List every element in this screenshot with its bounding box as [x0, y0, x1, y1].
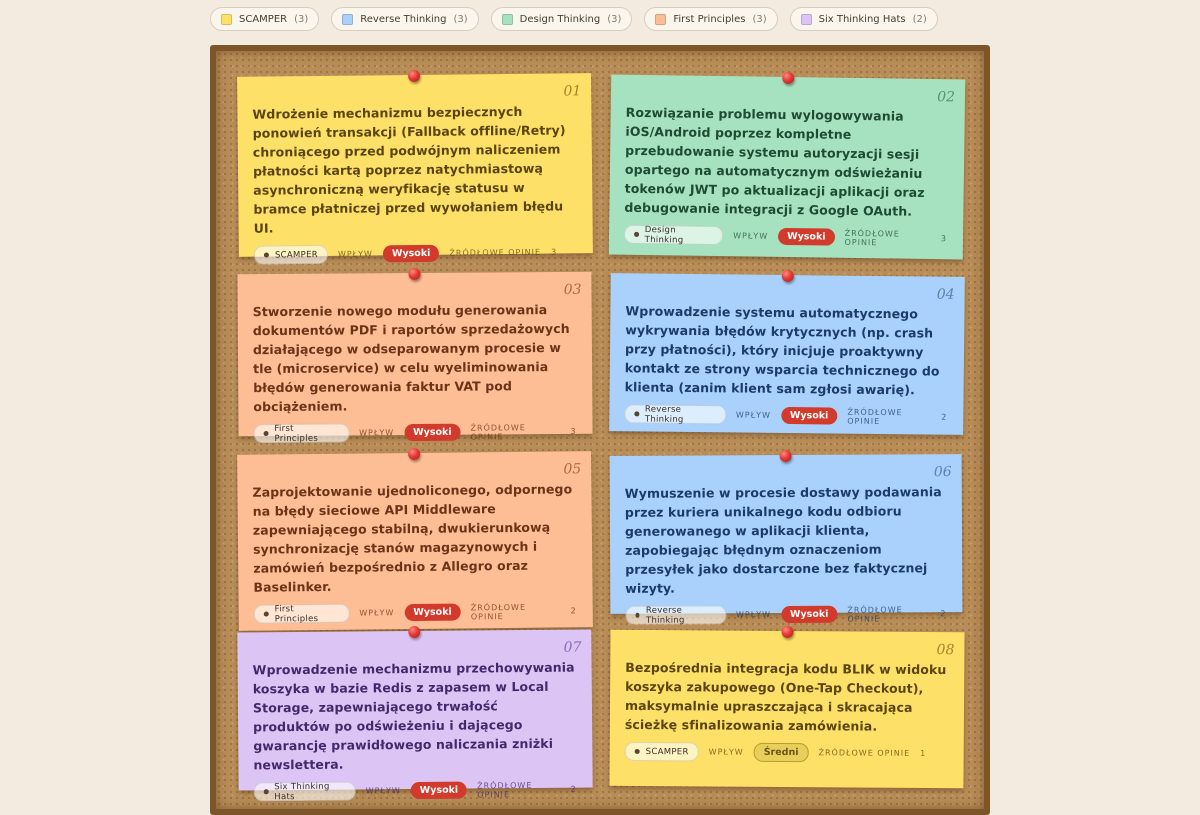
color-swatch-icon — [342, 14, 353, 25]
filter-count: (3) — [294, 13, 309, 25]
filter-chip-first-principles[interactable] — [644, 7, 777, 31]
dot-icon — [634, 232, 639, 237]
pushpin-icon — [408, 626, 420, 638]
impact-label: WPŁYW — [365, 786, 401, 796]
idea-note[interactable] — [237, 272, 592, 444]
idea-note[interactable] — [609, 630, 964, 788]
technique-tag[interactable] — [625, 605, 726, 625]
filter-label: Design Thinking — [519, 13, 601, 25]
impact-badge: Wysoki — [778, 228, 835, 246]
note-meta — [624, 225, 947, 249]
sources-count: 2 — [570, 606, 577, 616]
note-number: 03 — [563, 281, 582, 298]
pushpin-icon — [782, 72, 794, 84]
impact-label: WPŁYW — [733, 231, 769, 241]
dot-icon — [264, 253, 269, 258]
note-meta — [254, 242, 577, 264]
dot-icon — [635, 749, 640, 754]
pushpin-icon — [781, 626, 793, 638]
note-meta — [254, 780, 577, 802]
dot-icon — [264, 431, 269, 436]
dot-icon — [635, 613, 640, 618]
impact-badge: Wysoki — [404, 604, 461, 622]
idea-note[interactable] — [237, 629, 592, 802]
note-text: Wprowadzenie systemu automatycznego wykrywania błędów krytycznych (np. crash przy płatności), który inicjuje proaktywny kontakt ze strony wsparcia technicznego do klienta (zanim klient sam zgłosi awarię). — [624, 303, 940, 398]
color-swatch-icon — [221, 14, 232, 25]
sources-label: ŹRÓDŁOWE OPINIE — [847, 407, 903, 426]
color-swatch-icon — [801, 14, 812, 25]
idea-note[interactable] — [237, 451, 593, 631]
dot-icon — [634, 411, 639, 416]
technique-tag[interactable] — [254, 782, 356, 802]
color-swatch-icon — [502, 14, 513, 25]
note-number: 05 — [563, 461, 582, 478]
sources-label: ŹRÓDŁOWE OPINIE — [477, 780, 533, 799]
technique-tag-label: SCAMPER — [274, 249, 318, 260]
note-meta — [254, 601, 577, 623]
note-text: Wdrożenie mechanizmu bezpiecznych ponowień transakcji (Fallback offline/Retry) chroniącego przed podwójnym naliczeniem płatności kartą poprzez natychmiastową asynchroniczną weryfikację statusu w bramce płatniczej przed wywołaniem błędu UI. — [252, 103, 566, 236]
filter-count: (2) — [912, 13, 927, 25]
filter-label: First Principles — [673, 13, 746, 25]
impact-badge: Średni — [754, 743, 809, 762]
idea-note[interactable] — [610, 454, 963, 626]
technique-tag-label: Reverse Thinking — [644, 404, 684, 425]
note-text: Wymuszenie w procesie dostawy podawania przez kuriera unikalnego kodu odbioru generowanego w aplikacji klienta, zapobiegając błędnym oznaczeniom przesyłek jako dostarczone bez faktycznej wizyty. — [624, 484, 942, 596]
sources-count: 3 — [940, 234, 948, 244]
filter-label: Six Thinking Hats — [818, 13, 906, 25]
technique-tag[interactable] — [624, 404, 726, 424]
dot-icon — [264, 612, 269, 617]
note-text: Bezpośrednia integracja kodu BLIK w widoku koszyka zakupowego (One-Tap Checkout), maksymalnie upraszczająca i skracająca ścieżkę sfinalizowania zamówienia. — [624, 659, 947, 734]
pushpin-icon — [408, 268, 420, 280]
sources-count: 2 — [940, 609, 947, 619]
impact-badge: Wysoki — [404, 424, 461, 441]
note-number: 02 — [937, 89, 956, 106]
technique-filter-bar — [210, 7, 938, 31]
idea-note[interactable] — [237, 73, 593, 260]
sources-label: ŹRÓDŁOWE OPINIE — [449, 247, 542, 258]
note-meta — [253, 422, 576, 443]
note-number: 04 — [936, 286, 955, 303]
note-text: Stworzenie nowego modułu generowania dokumentów PDF i raportów sprzedażowych działającego w odseparowanym procesie w tle (microservice) w celu wyeliminowania błędów generowania faktur VAT pod obciążeniem. — [252, 302, 570, 415]
idea-note[interactable] — [609, 273, 965, 435]
color-swatch-icon — [655, 14, 666, 25]
impact-label: WPŁYW — [359, 428, 395, 438]
technique-tag[interactable] — [625, 742, 699, 762]
sources-count: 2 — [941, 412, 948, 422]
impact-badge: Wysoki — [411, 782, 468, 799]
sources-count: 1 — [920, 748, 927, 758]
impact-badge: Wysoki — [383, 245, 440, 263]
impact-label: WPŁYW — [735, 610, 772, 620]
technique-tag[interactable] — [254, 604, 350, 624]
impact-label: WPŁYW — [708, 747, 744, 757]
technique-tag[interactable] — [254, 245, 328, 265]
filter-count: (3) — [453, 13, 468, 25]
sources-label: ŹRÓDŁOWE OPINIE — [470, 602, 527, 621]
technique-tag-label: SCAMPER — [645, 746, 689, 757]
note-meta — [624, 404, 947, 426]
sources-label: ŹRÓDŁOWE OPINIE — [847, 604, 903, 624]
note-text: Zaprojektowanie ujednoliconego, odpornego na błędy sieciowe API Middleware zapewniającego stabilną, dwukierunkową synchronizację stanów magazynowych i zamówień bezpośrednio z Allegro oraz Baselinker. — [252, 481, 573, 595]
technique-tag-label: First Principles — [274, 423, 319, 444]
filter-chip-reverse-thinking[interactable] — [331, 7, 478, 31]
filter-label: Reverse Thinking — [360, 13, 447, 25]
sources-label: ŹRÓDŁOWE OPINIE — [844, 228, 900, 247]
filter-count: (3) — [607, 13, 622, 25]
note-meta — [625, 742, 948, 763]
impact-label: WPŁYW — [735, 410, 771, 420]
sources-label: ŹRÓDŁOWE OPINIE — [470, 422, 526, 442]
cork-board — [210, 45, 990, 815]
dot-icon — [264, 789, 269, 794]
note-meta — [625, 604, 946, 625]
pushpin-icon — [780, 450, 792, 462]
pushpin-icon — [408, 70, 420, 82]
filter-count: (3) — [752, 13, 767, 25]
note-number: 06 — [933, 464, 952, 481]
filter-label: SCAMPER — [239, 13, 288, 25]
technique-tag[interactable] — [253, 423, 349, 443]
impact-badge: Wysoki — [781, 606, 838, 623]
sources-count: 3 — [570, 426, 577, 436]
idea-note[interactable] — [609, 75, 965, 260]
impact-label: WPŁYW — [337, 249, 373, 259]
technique-tag-label: Reverse Thinking — [645, 605, 685, 626]
sources-count: 3 — [551, 247, 558, 257]
filter-chip-scamper[interactable] — [210, 7, 319, 31]
note-number: 07 — [563, 639, 582, 656]
sources-count: 2 — [570, 784, 577, 794]
sources-label: ŹRÓDŁOWE OPINIE — [818, 748, 911, 758]
pushpin-icon — [782, 270, 794, 282]
impact-badge: Wysoki — [781, 407, 838, 425]
pushpin-icon — [408, 448, 420, 460]
filter-chip-six-thinking-hats[interactable] — [790, 7, 938, 31]
technique-tag-label: Six Thinking Hats — [274, 781, 330, 802]
note-number: 08 — [936, 642, 955, 659]
filter-chip-design-thinking[interactable] — [491, 7, 633, 31]
note-text: Wprowadzenie mechanizmu przechowywania koszyka w bazie Redis z zapasem w Local Storage, zapewniającego trwałość produktów po odświeżeniu i dającego gwarancję prawidłowego naliczania zniżki newslettera. — [252, 659, 575, 773]
note-text: Rozwiązanie problemu wylogowywania iOS/Android poprzez kompletne przebudowanie systemu autoryzacji sesji opartego na automatycznym odświeżaniu tokenów JWT po aktualizacji aplikacji oraz debugowanie integracji z Google OAuth. — [624, 104, 925, 219]
technique-tag-label: First Principles — [274, 603, 319, 624]
technique-tag[interactable] — [624, 225, 723, 245]
impact-label: WPŁYW — [359, 608, 395, 618]
note-number: 01 — [563, 83, 582, 100]
technique-tag-label: Design Thinking — [644, 224, 684, 246]
